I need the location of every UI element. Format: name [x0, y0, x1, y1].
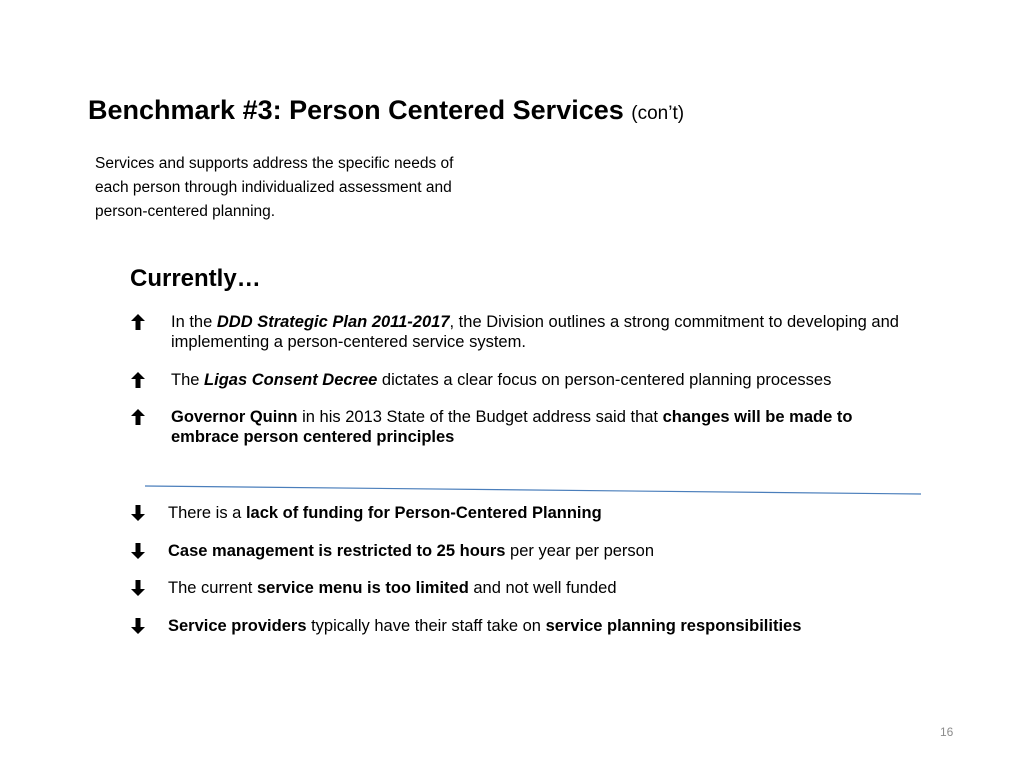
body-text: , the Division outlines a strong commitment to developing and implementing a person-centered service system. [171, 313, 899, 351]
list-item-text [168, 504, 602, 522]
body-text: typically have their staff take on [306, 616, 546, 635]
negative-points-list [130, 503, 930, 653]
emphasized-text: Governor Quinn [171, 408, 298, 426]
emphasized-title: DDD Strategic Plan 2011-2017 [216, 313, 450, 331]
arrow-down-icon [130, 542, 146, 560]
slide-title-suffix: (con’t) [631, 103, 685, 124]
body-text: There is a [168, 504, 246, 522]
body-text: The current [168, 579, 257, 597]
negative-point [130, 616, 930, 636]
arrow-up-icon [130, 371, 146, 389]
positive-points-list [130, 312, 910, 465]
body-text: and not well funded [468, 579, 617, 597]
positive-point [130, 370, 910, 390]
arrow-down-icon [130, 617, 146, 635]
benchmark-description: Services and supports address the specific needs of each person through individualized assessment and person-centered planning. [95, 155, 454, 220]
emphasized-text: changes will be made to embrace person centered principles [171, 408, 853, 446]
list-item-text [168, 617, 801, 635]
list-item-text [171, 313, 899, 351]
page-number: 16 [940, 725, 954, 739]
body-text: In the [171, 313, 217, 331]
slide-title-text: Benchmark #3: Person Centered Services [88, 95, 624, 125]
emphasized-text: service menu is too limited [256, 579, 469, 597]
arrow-down-icon [130, 579, 146, 597]
positive-point [130, 407, 910, 447]
negative-point [130, 578, 930, 598]
section-heading: Currently… [130, 265, 261, 292]
arrow-up-icon [130, 408, 146, 426]
negative-point [130, 541, 930, 561]
list-item-text [168, 542, 654, 560]
emphasized-text: Service providers [168, 616, 307, 635]
list-item-text [168, 579, 617, 597]
body-text: in his 2013 State of the Budget address said that [297, 408, 663, 426]
negative-point [130, 503, 930, 523]
positive-point [130, 312, 910, 352]
list-item-text [171, 371, 831, 389]
emphasized-title: Ligas Consent Decree [204, 371, 378, 389]
emphasized-text: Case management is restricted to 25 hours [168, 541, 506, 560]
arrow-down-icon [130, 504, 146, 522]
slide-title [88, 90, 968, 134]
arrow-up-icon [130, 313, 146, 331]
body-text: dictates a clear focus on person-centered planning processes [377, 371, 832, 389]
divider-line [145, 486, 921, 494]
list-item-text [171, 408, 852, 446]
body-text: per year per person [505, 541, 655, 560]
emphasized-text: lack of funding for Person-Centered Planning [245, 504, 602, 522]
body-text: The [171, 371, 205, 389]
emphasized-text: service planning responsibilities [545, 616, 802, 635]
